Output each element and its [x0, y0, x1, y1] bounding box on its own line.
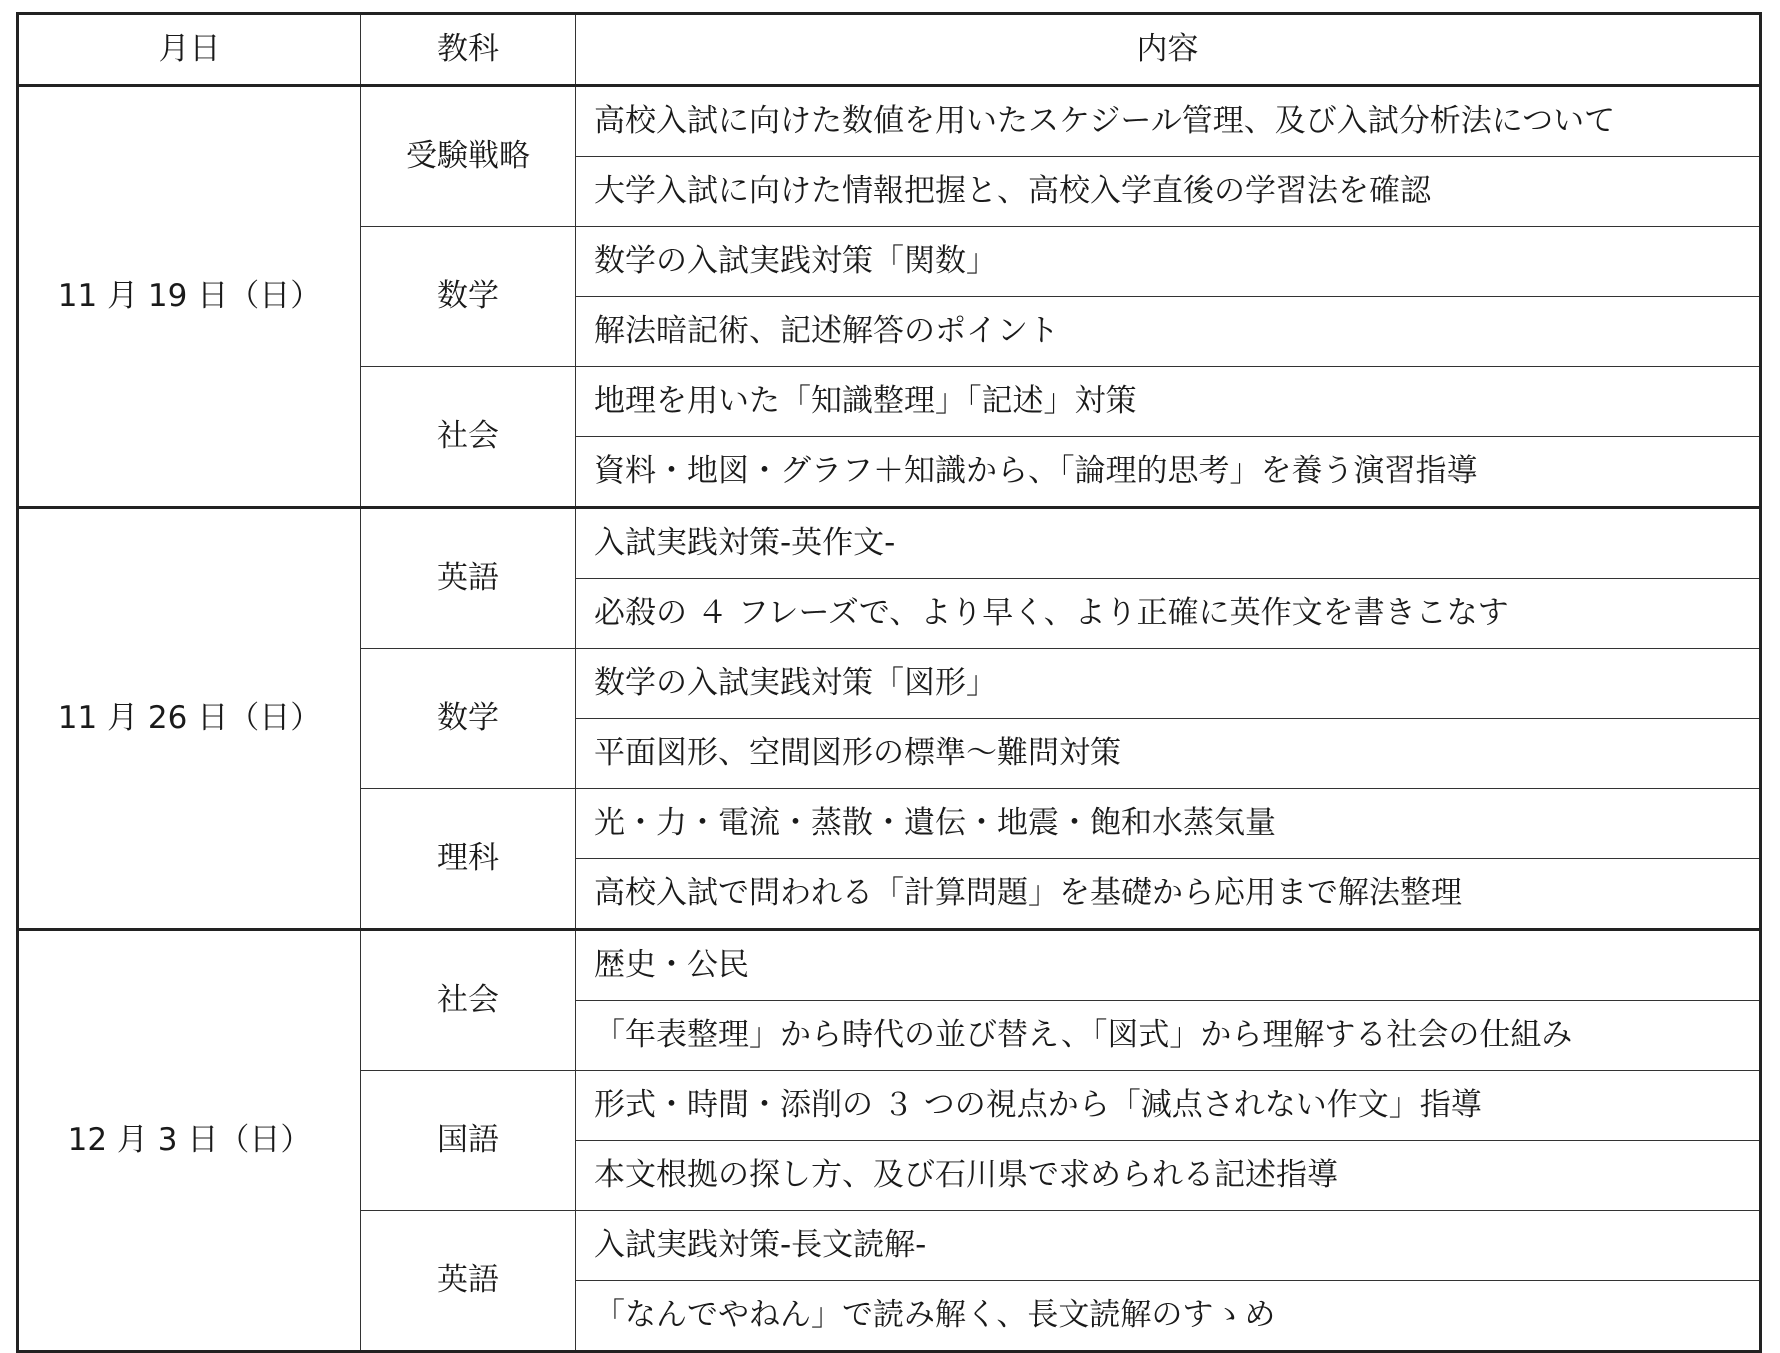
subject-cell: 社会	[361, 930, 576, 1071]
content-cell: 平面図形、空間図形の標準～難問対策	[576, 719, 1761, 789]
table-row	[18, 508, 1761, 579]
content-cell: 高校入試に向けた数値を用いたスケジール管理、及び入試分析法について	[576, 86, 1761, 157]
date-cell: 11 月 26 日（日）	[18, 508, 361, 930]
content-cell: 資料・地図・グラフ＋知識から、「論理的思考」を養う演習指導	[576, 437, 1761, 508]
header-subject: 教科	[361, 14, 576, 86]
content-cell: 地理を用いた「知識整理」「記述」対策	[576, 367, 1761, 437]
content-cell: 高校入試で問われる「計算問題」を基礎から応用まで解法整理	[576, 859, 1761, 930]
content-cell: 形式・時間・添削の ３ つの視点から「減点されない作文」指導	[576, 1071, 1761, 1141]
content-cell: 入試実践対策-英作文-	[576, 508, 1761, 579]
content-cell: 数学の入試実践対策「図形」	[576, 649, 1761, 719]
subject-cell: 国語	[361, 1071, 576, 1211]
header-date: 月日	[18, 14, 361, 86]
content-cell: 歴史・公民	[576, 930, 1761, 1001]
content-cell: 解法暗記術、記述解答のポイント	[576, 297, 1761, 367]
content-cell: 「年表整理」から時代の並び替え、「図式」から理解する社会の仕組み	[576, 1001, 1761, 1071]
content-cell: 光・力・電流・蒸散・遺伝・地震・飽和水蒸気量	[576, 789, 1761, 859]
subject-cell: 社会	[361, 367, 576, 508]
content-cell: 入試実践対策-長文読解-	[576, 1211, 1761, 1281]
header-content: 内容	[576, 14, 1761, 86]
schedule-table	[16, 12, 1762, 1353]
content-cell: 数学の入試実践対策「関数」	[576, 227, 1761, 297]
content-cell: 本文根拠の探し方、及び石川県で求められる記述指導	[576, 1141, 1761, 1211]
subject-cell: 理科	[361, 789, 576, 930]
content-cell: 大学入試に向けた情報把握と、高校入学直後の学習法を確認	[576, 157, 1761, 227]
date-cell: 11 月 19 日（日）	[18, 86, 361, 508]
subject-cell: 数学	[361, 227, 576, 367]
subject-cell: 英語	[361, 1211, 576, 1352]
subject-cell: 英語	[361, 508, 576, 649]
table-row	[18, 86, 1761, 157]
content-cell: 必殺の ４ フレーズで、より早く、より正確に英作文を書きこなす	[576, 579, 1761, 649]
header-row	[18, 14, 1761, 86]
date-cell: 12 月 3 日（日）	[18, 930, 361, 1352]
table-row	[18, 930, 1761, 1001]
content-cell: 「なんでやねん」で読み解く、長文読解のすゝめ	[576, 1281, 1761, 1352]
subject-cell: 数学	[361, 649, 576, 789]
subject-cell: 受験戦略	[361, 86, 576, 227]
